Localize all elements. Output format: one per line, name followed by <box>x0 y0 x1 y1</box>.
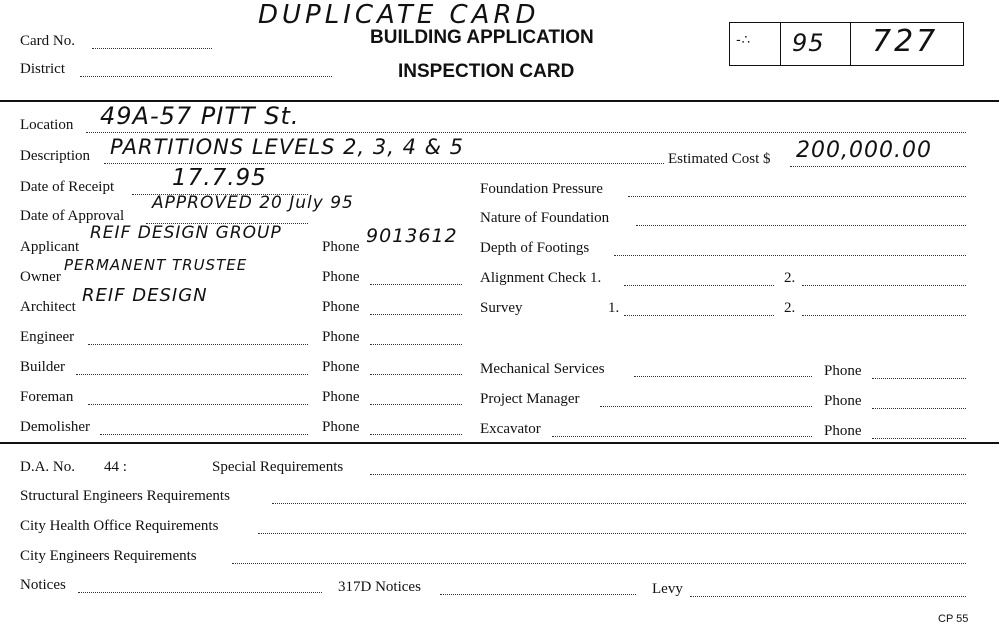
builder-phone-label: Phone <box>322 359 360 375</box>
applicant-phone-label: Phone <box>322 239 360 255</box>
levy-label: Levy <box>652 581 683 597</box>
box-divider <box>850 23 851 65</box>
levy-field[interactable] <box>690 596 966 597</box>
demolisher-field[interactable] <box>100 434 308 435</box>
owner-value: PERMANENT TRUSTEE <box>64 256 248 274</box>
card-no-field[interactable] <box>92 48 212 49</box>
engineer-label: Engineer <box>20 329 75 345</box>
demolisher-phone-label: Phone <box>322 419 360 435</box>
date-receipt-label: Date of Receipt <box>20 179 115 195</box>
card-no-label: Card No. <box>20 33 75 49</box>
special-requirements-label: Special Requirements <box>212 459 344 475</box>
notices-label: Notices <box>20 577 66 593</box>
demolisher-label: Demolisher <box>20 419 90 435</box>
mechanical-phone-field[interactable] <box>872 378 966 379</box>
estimated-cost-label: Estimated Cost $ <box>668 151 771 167</box>
project-manager-label: Project Manager <box>480 391 580 407</box>
survey-2-label: 2. <box>784 300 796 316</box>
date-approval-label: Date of Approval <box>20 208 125 224</box>
notices-317d-label: 317D Notices <box>338 579 421 595</box>
district-label: District <box>20 61 65 77</box>
card-number-box <box>729 22 964 66</box>
depth-footings-field[interactable] <box>614 255 966 256</box>
form-code: CP 55 <box>938 613 969 625</box>
mechanical-label: Mechanical Services <box>480 361 605 377</box>
builder-phone-field[interactable] <box>370 374 462 375</box>
box-year: 95 <box>792 29 825 57</box>
excavator-label: Excavator <box>480 421 541 437</box>
city-engineers-requirements-field[interactable] <box>232 563 966 564</box>
demolisher-phone-field[interactable] <box>370 434 462 435</box>
foreman-field[interactable] <box>88 404 308 405</box>
builder-field[interactable] <box>76 374 308 375</box>
estimated-cost-value: 200,000.00 <box>796 138 932 163</box>
applicant-label: Applicant <box>20 239 80 255</box>
alignment-2-field[interactable] <box>802 285 966 286</box>
foreman-phone-label: Phone <box>322 389 360 405</box>
health-requirements-label: City Health Office Requirements <box>20 518 219 534</box>
description-value: PARTITIONS LEVELS 2, 3, 4 & 5 <box>110 135 465 159</box>
foreman-label: Foreman <box>20 389 74 405</box>
foreman-phone-field[interactable] <box>370 404 462 405</box>
date-receipt-value: 17.7.95 <box>172 165 267 191</box>
owner-label: Owner <box>20 269 61 285</box>
special-requirements-field[interactable] <box>370 474 966 475</box>
mechanical-field[interactable] <box>634 376 812 377</box>
applicant-phone-value: 9013612 <box>366 225 458 247</box>
estimated-cost-field[interactable] <box>790 166 966 167</box>
location-field[interactable] <box>86 132 966 133</box>
da-no-value: 44 : <box>104 459 127 475</box>
engineer-phone-field[interactable] <box>370 344 462 345</box>
engineer-field[interactable] <box>88 344 308 345</box>
project-manager-phone-label: Phone <box>824 393 862 409</box>
district-field[interactable] <box>80 76 332 77</box>
survey-label: Survey <box>480 300 523 316</box>
structural-requirements-field[interactable] <box>272 503 966 504</box>
middle-divider <box>0 442 999 444</box>
alignment-2-label: 2. <box>784 270 796 286</box>
structural-requirements-label: Structural Engineers Requirements <box>20 488 230 504</box>
foundation-pressure-field[interactable] <box>628 196 966 197</box>
nature-foundation-field[interactable] <box>636 225 966 226</box>
description-label: Description <box>20 148 90 164</box>
applicant-value: REIF DESIGN GROUP <box>90 223 282 243</box>
architect-value: REIF DESIGN <box>82 285 208 306</box>
project-manager-field[interactable] <box>600 406 812 407</box>
owner-phone-label: Phone <box>322 269 360 285</box>
architect-label: Architect <box>20 299 76 315</box>
box-prefix: -∴ <box>736 33 751 48</box>
box-divider <box>780 23 781 65</box>
da-no-label: D.A. No. <box>20 459 75 475</box>
health-requirements-field[interactable] <box>258 533 966 534</box>
title-building-application: BUILDING APPLICATION <box>370 27 594 48</box>
excavator-field[interactable] <box>552 436 812 437</box>
date-approval-value: APPROVED 20 July 95 <box>152 193 354 213</box>
title-inspection-card: INSPECTION CARD <box>398 61 575 82</box>
notices-field[interactable] <box>78 592 322 593</box>
city-engineers-requirements-label: City Engineers Requirements <box>20 548 197 564</box>
project-manager-phone-field[interactable] <box>872 408 966 409</box>
excavator-phone-field[interactable] <box>872 438 966 439</box>
foundation-pressure-label: Foundation Pressure <box>480 181 603 197</box>
survey-1-label: 1. <box>608 300 620 316</box>
location-label: Location <box>20 117 74 133</box>
depth-footings-label: Depth of Footings <box>480 240 590 256</box>
survey-2-field[interactable] <box>802 315 966 316</box>
alignment-label: Alignment Check 1. <box>480 270 602 286</box>
nature-foundation-label: Nature of Foundation <box>480 210 610 226</box>
alignment-1-field[interactable] <box>624 285 774 286</box>
duplicate-card-stamp: DUPLICATE CARD <box>258 0 540 30</box>
box-number: 727 <box>872 24 939 59</box>
builder-label: Builder <box>20 359 65 375</box>
location-value: 49A-57 PITT St. <box>100 102 300 130</box>
description-field[interactable] <box>104 163 664 164</box>
owner-phone-field[interactable] <box>370 284 462 285</box>
architect-phone-field[interactable] <box>370 314 462 315</box>
notices-317d-field[interactable] <box>440 594 636 595</box>
architect-phone-label: Phone <box>322 299 360 315</box>
excavator-phone-label: Phone <box>824 423 862 439</box>
engineer-phone-label: Phone <box>322 329 360 345</box>
mechanical-phone-label: Phone <box>824 363 862 379</box>
survey-1-field[interactable] <box>624 315 774 316</box>
